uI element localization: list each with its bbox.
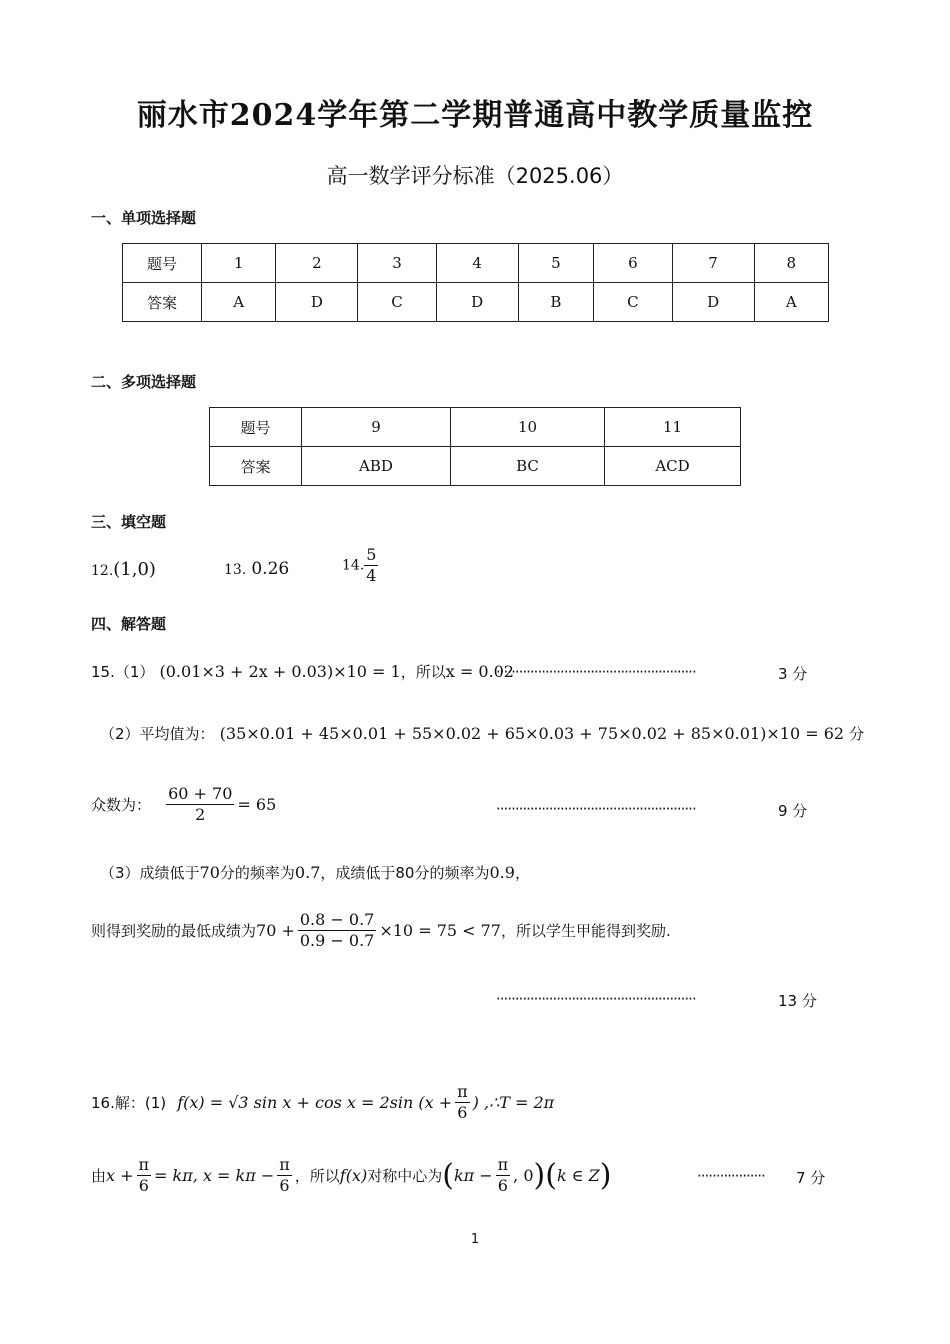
number: 70 <box>199 863 220 882</box>
section-heading-solutions: 四、解答题 <box>91 615 167 633</box>
numerator: 0.8 − 0.7 <box>299 910 375 929</box>
right-paren: ) <box>599 1158 612 1193</box>
table-header-cell: 答案 <box>123 283 202 322</box>
leader-dots: ····················································· <box>496 663 696 681</box>
answer-value: (1,0) <box>113 559 156 580</box>
table-cell: 8 <box>754 244 828 283</box>
table-cell: 7 <box>672 244 754 283</box>
question-number: 13. <box>224 562 247 578</box>
text: 分的频率为 <box>414 864 490 882</box>
table-cell: C <box>594 283 672 322</box>
table-cell: 3 <box>358 244 436 283</box>
denominator: 6 <box>457 1103 468 1122</box>
denominator: 2 <box>195 805 206 824</box>
table-cell: D <box>672 283 754 322</box>
text: 则得到奖励的最低成绩为 <box>91 922 257 940</box>
q15-part2 <box>100 723 864 744</box>
table-row <box>123 244 829 283</box>
label: 众数为： <box>91 796 152 814</box>
fraction <box>277 1155 292 1196</box>
part-label: 15.（1） <box>91 663 155 681</box>
text: 分的频率为 <box>219 864 295 882</box>
table-cell: 1 <box>202 244 276 283</box>
equation: (0.01×3 + 2x + 0.03)×10 = 1 <box>159 662 401 681</box>
section-heading-single-choice: 一、单项选择题 <box>91 209 197 227</box>
expression: k ∈ Z <box>556 1166 600 1185</box>
part-label: （2）平均值为： <box>100 725 215 743</box>
answer-value: 0.26 <box>251 559 290 579</box>
table-cell: A <box>202 283 276 322</box>
table-cell: B <box>518 283 594 322</box>
table-cell: C <box>358 283 436 322</box>
equation: (35×0.01 + 45×0.01 + 55×0.02 + 65×0.03 + 75×0.02 + 85×0.01)×10 = 62 <box>219 724 845 743</box>
denominator: 6 <box>138 1176 149 1195</box>
denominator: 0.9 − 0.7 <box>299 931 375 950</box>
number: 0.7 <box>294 863 321 882</box>
fraction <box>166 784 234 825</box>
number: 0.9 <box>489 863 515 882</box>
fraction <box>364 545 378 586</box>
number: 80 <box>395 864 415 882</box>
numerator: 5 <box>366 545 377 564</box>
numerator: π <box>497 1155 509 1174</box>
text: ，成绩低于 <box>320 864 396 882</box>
text: ，所以学生甲能得到奖励. <box>500 922 671 940</box>
text: ， <box>514 864 530 882</box>
q16-line1 <box>91 1082 554 1123</box>
score-label: 3 分 <box>778 665 808 683</box>
left-paren: ( <box>545 1158 557 1193</box>
result: = 65 <box>237 795 277 814</box>
page-subtitle: 高一数学评分标准（2025.06） <box>326 164 624 188</box>
table-header-cell: 题号 <box>210 408 302 447</box>
fraction <box>496 1155 511 1196</box>
fraction <box>455 1082 470 1123</box>
q15-part1 <box>91 661 514 682</box>
expression: f(x) = √3 sin x + cos x = 2sin (x + <box>177 1093 453 1112</box>
q15-part3-line1 <box>100 862 530 883</box>
label: 16.解：(1) <box>91 1094 167 1112</box>
score-label: 13 分 <box>778 992 817 1010</box>
page-number: 1 <box>470 1232 480 1247</box>
question-number: 14. <box>342 557 365 574</box>
table-cell: 6 <box>594 244 672 283</box>
table-cell: D <box>276 283 358 322</box>
numerator: π <box>457 1082 468 1101</box>
denominator: 6 <box>497 1176 508 1195</box>
table-cell: 4 <box>436 244 518 283</box>
table-header-cell: 答案 <box>210 447 302 486</box>
result: x = 0.02 <box>445 662 514 681</box>
answer-12 <box>91 559 156 580</box>
score-label: 9 分 <box>778 802 808 820</box>
table-header-cell: 题号 <box>123 244 202 283</box>
expression: kπ − <box>453 1166 493 1185</box>
expression: = kπ, x = kπ − <box>154 1166 275 1185</box>
table-cell: ACD <box>605 447 741 486</box>
table-cell: BC <box>451 447 605 486</box>
answer-14 <box>342 545 381 586</box>
denominator: 4 <box>366 566 377 585</box>
numerator: π <box>138 1155 150 1174</box>
expression: ×10 = 75 < 77 <box>379 921 501 940</box>
expression: ) ,∴T = 2π <box>472 1093 555 1112</box>
q15-part3-line2 <box>91 910 671 951</box>
question-number: 12. <box>91 563 114 579</box>
text: 对称中心为 <box>367 1167 443 1185</box>
numerator: π <box>279 1155 290 1174</box>
q15-mode <box>91 784 276 825</box>
unit: 分 <box>849 725 865 743</box>
table-row <box>123 283 829 322</box>
text: ，所以 <box>294 1167 340 1185</box>
fraction <box>137 1155 152 1196</box>
section-heading-fill-in: 三、填空题 <box>91 513 167 531</box>
table-cell: 5 <box>518 244 594 283</box>
q16-line2 <box>91 1155 612 1196</box>
table-cell: 11 <box>605 408 741 447</box>
single-choice-answer-table <box>122 243 829 322</box>
multi-choice-answer-table <box>209 407 741 486</box>
expression: f(x) <box>339 1166 368 1185</box>
fraction <box>298 910 376 951</box>
table-cell: ABD <box>302 447 451 486</box>
leader-dots: ····················································· <box>496 800 696 818</box>
denominator: 6 <box>279 1176 290 1195</box>
table-cell: A <box>754 283 828 322</box>
expression: , 0 <box>513 1166 534 1185</box>
table-cell: 9 <box>302 408 451 447</box>
answer-13 <box>224 559 289 579</box>
numerator: 60 + 70 <box>168 784 233 803</box>
text: （3）成绩低于 <box>100 864 200 882</box>
table-cell: 10 <box>451 408 605 447</box>
expression: 70 + <box>256 921 295 940</box>
right-paren: ) <box>533 1158 546 1193</box>
table-cell: D <box>436 283 518 322</box>
leader-dots: ····················································· <box>496 990 696 1008</box>
text: ，所以 <box>400 663 446 681</box>
table-cell: 2 <box>276 244 358 283</box>
section-heading-multi-choice: 二、多项选择题 <box>91 373 197 391</box>
left-paren: ( <box>442 1158 454 1193</box>
text: 由 <box>91 1167 107 1185</box>
table-row <box>210 447 741 486</box>
expression: x + <box>106 1166 134 1185</box>
page-title: 丽水市2024学年第二学期普通高中教学质量监控 <box>136 98 814 133</box>
table-row <box>210 408 741 447</box>
score-label: 7 分 <box>796 1169 826 1187</box>
leader-dots: ·················· <box>697 1167 765 1185</box>
